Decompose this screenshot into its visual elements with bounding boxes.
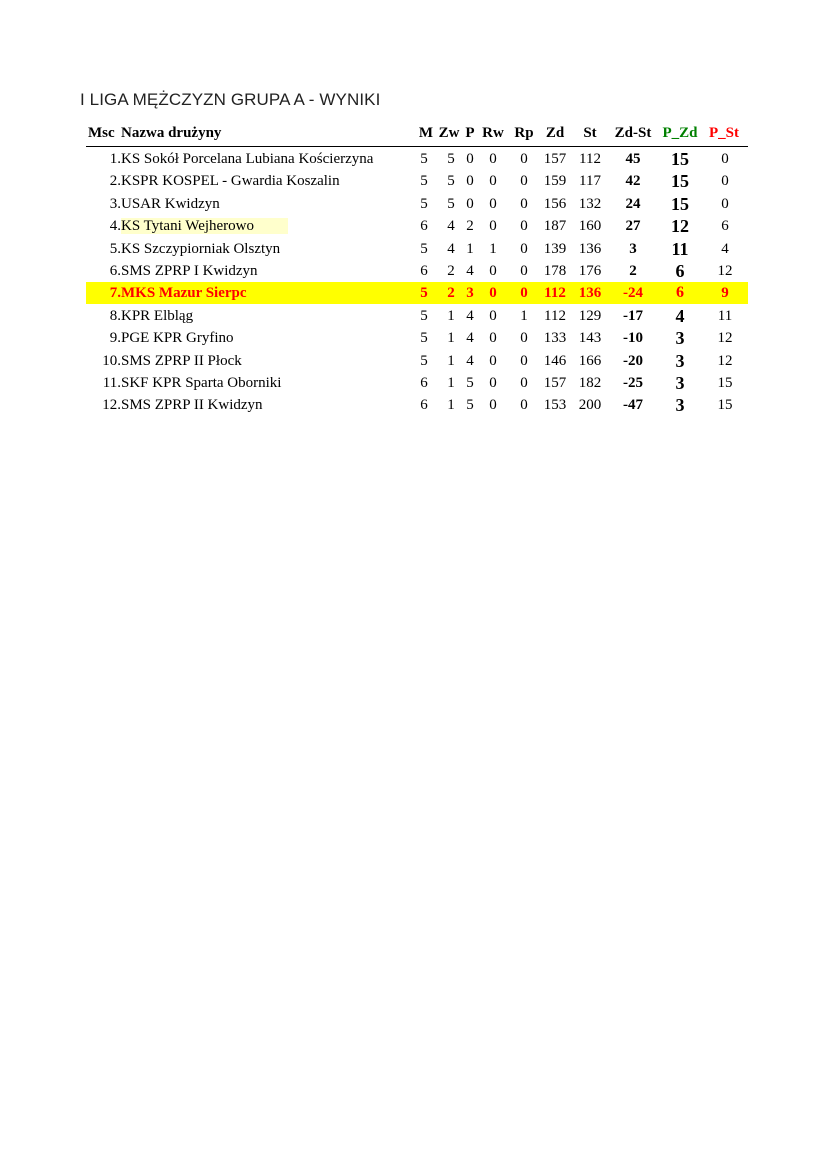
cell-pst: 12	[717, 263, 733, 279]
cell-pst: 12	[717, 330, 733, 347]
cell-zd: 146	[543, 352, 567, 369]
team-name: SKF KPR Sparta Oborniki	[121, 375, 282, 391]
cell-zdst: -24	[623, 285, 643, 302]
cell-pzd: 3	[675, 350, 685, 371]
cell-zd: 112	[544, 285, 566, 302]
header-name: Nazwa drużyny	[121, 125, 222, 141]
cell-p: 0	[466, 173, 474, 190]
cell-zw: 1	[447, 352, 455, 369]
cell-zw: 1	[447, 397, 455, 414]
team-name: KPR Elbląg	[121, 307, 194, 324]
header-st: St	[583, 125, 597, 141]
cell-rw: 0	[489, 263, 497, 279]
header-divider	[86, 146, 748, 147]
team-cell	[88, 327, 406, 349]
cell-pzd: 4	[675, 305, 685, 326]
cell-zdst: -17	[623, 307, 643, 324]
cell-pst: 12	[717, 352, 733, 369]
team-cell	[88, 193, 406, 215]
team-cell	[88, 170, 406, 192]
cell-m: 5	[420, 285, 428, 302]
position-number: 12.	[102, 397, 121, 414]
cell-m: 5	[420, 240, 428, 257]
cell-pst: 0	[721, 195, 729, 212]
cell-rp: 0	[520, 375, 528, 391]
cell-m: 6	[420, 397, 428, 414]
cell-rw: 0	[489, 218, 497, 235]
cell-rw: 0	[489, 397, 497, 414]
cell-zw: 5	[447, 151, 455, 167]
position-number: 2.	[109, 173, 121, 190]
cell-zd: 139	[543, 240, 567, 257]
cell-zw: 1	[447, 375, 455, 391]
header-p-st: P_St	[709, 125, 739, 141]
cell-rw: 0	[489, 173, 497, 190]
cell-m: 5	[420, 307, 428, 324]
cell-pst: 4	[721, 240, 729, 257]
cell-rw: 0	[489, 330, 497, 347]
position-number: 5.	[109, 240, 121, 257]
cell-zw: 4	[447, 240, 455, 257]
cell-p: 4	[466, 330, 474, 347]
team-name: KS Tytani Wejherowo	[121, 218, 288, 234]
cell-st: 129	[578, 307, 602, 324]
header-zd: Zd	[545, 125, 565, 141]
table-row	[0, 193, 826, 215]
cell-zd: 156	[543, 195, 567, 212]
team-name: KS Szczypiorniak Olsztyn	[121, 240, 281, 257]
cell-zd: 157	[543, 375, 567, 391]
header-zd-st: Zd-St	[614, 125, 652, 141]
team-name: SMS ZPRP I Kwidzyn	[121, 263, 258, 279]
cell-zw: 1	[447, 330, 455, 347]
table-row	[0, 260, 826, 282]
cell-rw: 0	[489, 352, 497, 369]
table-row	[0, 305, 826, 327]
team-cell	[88, 305, 406, 327]
cell-zdst: -25	[623, 375, 643, 391]
cell-st: 166	[578, 352, 602, 369]
cell-p: 4	[466, 307, 474, 324]
table-row	[0, 394, 826, 416]
cell-pst: 9	[721, 285, 729, 302]
cell-pzd: 15	[671, 193, 689, 214]
team-name: KSPR KOSPEL - Gwardia Koszalin	[121, 173, 340, 190]
cell-rp: 0	[520, 195, 528, 212]
team-name: SMS ZPRP II Kwidzyn	[121, 397, 263, 414]
cell-zdst: -20	[623, 352, 643, 369]
position-number: 4.	[109, 218, 121, 235]
cell-p: 3	[466, 285, 474, 302]
cell-zdst: -47	[623, 397, 643, 414]
cell-pst: 6	[721, 218, 729, 235]
team-name: MKS Mazur Sierpc	[121, 285, 247, 302]
cell-pst: 11	[717, 307, 733, 324]
header-p: P	[465, 125, 475, 141]
cell-rp: 0	[520, 330, 528, 347]
cell-zd: 187	[543, 218, 567, 235]
position-number: 3.	[109, 195, 121, 212]
cell-pzd: 3	[675, 395, 685, 416]
cell-zw: 5	[447, 195, 455, 212]
team-name: PGE KPR Gryfino	[121, 330, 234, 347]
cell-st: 132	[578, 195, 602, 212]
cell-m: 6	[420, 375, 428, 391]
team-cell	[88, 372, 406, 394]
cell-zd: 133	[543, 330, 567, 347]
cell-rp: 0	[520, 240, 528, 257]
cell-pst: 15	[717, 375, 733, 391]
cell-st: 160	[578, 218, 602, 235]
page-title: I LIGA MĘŻCZYZN GRUPA A - WYNIKI	[80, 90, 381, 109]
cell-pst: 0	[721, 151, 729, 167]
table-row	[0, 350, 826, 372]
cell-m: 5	[420, 151, 428, 167]
table-row	[0, 238, 826, 260]
team-name: USAR Kwidzyn	[121, 195, 220, 212]
header-rp: Rp	[514, 125, 534, 141]
position-number: 6.	[109, 263, 121, 279]
cell-p: 0	[466, 151, 474, 167]
cell-zd: 112	[544, 307, 566, 324]
cell-p: 1	[466, 240, 474, 257]
cell-zd: 153	[543, 397, 567, 414]
cell-zw: 2	[447, 263, 455, 279]
cell-m: 6	[420, 218, 428, 235]
cell-st: 182	[578, 375, 602, 391]
table-row	[0, 215, 826, 237]
cell-zdst: 3	[629, 240, 637, 257]
header-msc: Msc	[88, 125, 115, 141]
cell-p: 5	[466, 375, 474, 391]
cell-pzd: 12	[671, 216, 689, 237]
header-p-zd: P_Zd	[662, 125, 698, 141]
position-number: 9.	[109, 330, 121, 347]
position-number: 7.	[109, 285, 121, 302]
team-cell	[88, 260, 406, 282]
cell-rw: 0	[489, 151, 497, 167]
cell-pzd: 11	[671, 238, 689, 259]
cell-rw: 0	[489, 375, 497, 391]
team-name: KS Sokół Porcelana Lubiana Kościerzyna	[121, 151, 374, 167]
header-rw: Rw	[482, 125, 504, 141]
cell-st: 136	[578, 285, 602, 302]
cell-rp: 0	[520, 173, 528, 190]
table-row	[0, 148, 826, 170]
cell-zdst: 45	[625, 151, 641, 167]
cell-zd: 178	[543, 263, 567, 279]
header-m: M	[418, 125, 434, 141]
cell-rw: 1	[489, 240, 497, 257]
cell-zw: 5	[447, 173, 455, 190]
cell-m: 5	[420, 173, 428, 190]
position-number: 11.	[102, 375, 121, 391]
cell-zd: 157	[543, 151, 567, 167]
cell-rp: 0	[520, 218, 528, 235]
team-cell	[88, 215, 406, 237]
cell-st: 136	[578, 240, 602, 257]
team-cell	[88, 350, 406, 372]
cell-zdst: 24	[625, 195, 641, 212]
cell-zd: 159	[543, 173, 567, 190]
position-number: 1.	[109, 151, 121, 167]
cell-st: 112	[579, 151, 601, 167]
cell-m: 5	[420, 352, 428, 369]
team-cell	[88, 148, 406, 170]
cell-rp: 0	[520, 263, 528, 279]
cell-pzd: 6	[675, 261, 685, 281]
cell-st: 176	[578, 263, 602, 279]
team-cell	[88, 238, 406, 260]
cell-zdst: 42	[625, 173, 641, 190]
cell-pst: 0	[721, 173, 729, 190]
cell-p: 0	[466, 195, 474, 212]
table-row	[0, 170, 826, 192]
team-cell	[88, 394, 406, 416]
table-row	[0, 327, 826, 349]
cell-rp: 0	[520, 285, 528, 302]
cell-pzd: 3	[675, 328, 685, 349]
cell-rw: 0	[489, 195, 497, 212]
position-number: 8.	[109, 307, 121, 324]
cell-m: 6	[420, 263, 428, 279]
cell-zw: 1	[447, 307, 455, 324]
cell-pzd: 15	[671, 149, 689, 169]
cell-p: 4	[466, 263, 474, 279]
cell-zw: 2	[447, 285, 455, 302]
header-zw: Zw	[438, 125, 460, 141]
cell-rp: 0	[520, 352, 528, 369]
cell-p: 4	[466, 352, 474, 369]
cell-m: 5	[420, 195, 428, 212]
cell-st: 143	[578, 330, 602, 347]
cell-m: 5	[420, 330, 428, 347]
cell-zdst: -10	[623, 330, 643, 347]
cell-zw: 4	[447, 218, 455, 235]
cell-rw: 0	[489, 285, 497, 302]
cell-rp: 0	[520, 151, 528, 167]
cell-pzd: 6	[676, 284, 684, 302]
cell-p: 5	[466, 397, 474, 414]
cell-rp: 1	[520, 307, 528, 324]
table-row	[0, 282, 826, 304]
cell-pzd: 15	[671, 171, 689, 192]
team-cell	[88, 282, 406, 304]
cell-rp: 0	[520, 397, 528, 414]
table-row	[0, 372, 826, 394]
cell-pst: 15	[717, 397, 733, 414]
cell-pzd: 3	[675, 373, 685, 393]
cell-st: 117	[579, 173, 601, 190]
team-name: SMS ZPRP II Płock	[121, 352, 242, 369]
cell-st: 200	[578, 397, 602, 414]
cell-rw: 0	[489, 307, 497, 324]
cell-zdst: 27	[625, 218, 641, 235]
cell-p: 2	[466, 218, 474, 235]
position-number: 10.	[102, 352, 121, 369]
cell-zdst: 2	[629, 263, 637, 279]
